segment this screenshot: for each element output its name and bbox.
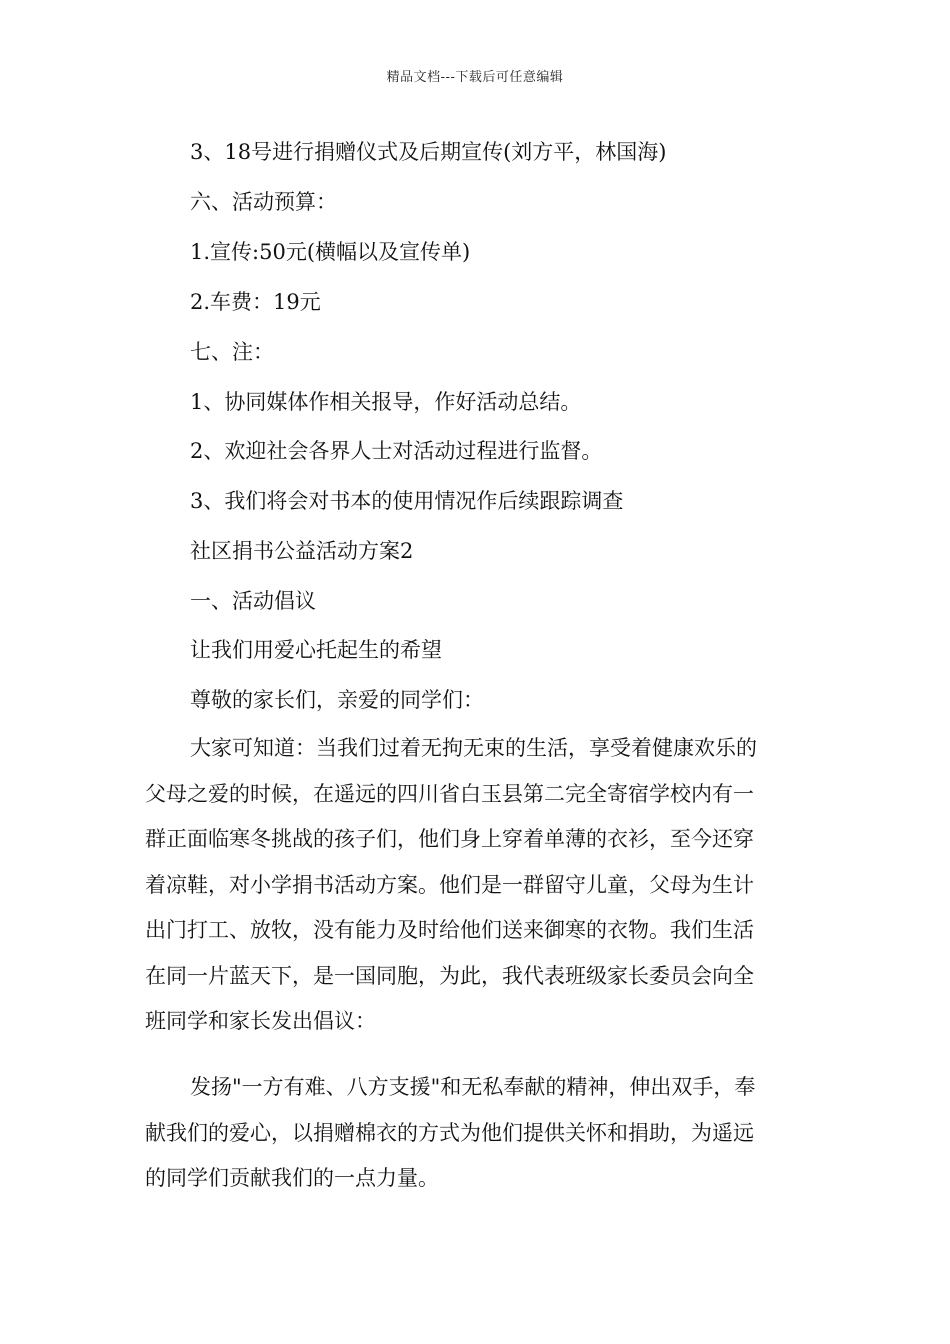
section-heading-budget: 六、活动预算： <box>190 190 337 214</box>
paragraph-line: 出门打工、放牧，没有能力及时给他们送来御寒的衣物。我们生活 <box>145 918 754 942</box>
paragraph-line: 着凉鞋，对小学捐书活动方案。他们是一群留守儿童，父母为生计 <box>145 872 754 897</box>
budget-item-publicity: 1.宣传:50元(横幅以及宣传单) <box>190 240 471 264</box>
paragraph-line: 群正面临寒冬挑战的孩子们，他们身上穿着单薄的衣衫，至今还穿 <box>145 827 754 851</box>
section-heading-notes: 七、注： <box>190 340 274 364</box>
paragraph-line: 献我们的爱心，以捐赠棉衣的方式为他们提供关怀和捐助，为遥远 <box>145 1120 754 1145</box>
page-header: 精品文档---下载后可任意编辑 <box>386 70 564 85</box>
section-heading-initiative: 一、活动倡议 <box>190 589 316 613</box>
note-item-media: 1、协同媒体作相关报导，作好活动总结。 <box>190 390 582 414</box>
body-paragraph-call-to-action <box>145 1065 807 1202</box>
budget-item-transport: 2.车费：19元 <box>190 290 321 314</box>
text-line-publicity-date: 3、18号进行捐赠仪式及后期宣传(刘方平，林国海) <box>190 140 667 164</box>
paragraph-line: 在同一片蓝天下，是一国同胞，为此，我代表班级家长委员会向全 <box>145 963 754 988</box>
paragraph-line: 发扬"一方有难、八方支援"和无私奉献的精神，伸出双手，奉 <box>190 1075 756 1099</box>
paragraph-line: 大家可知道：当我们过着无拘无束的生活，享受着健康欢乐的 <box>190 736 757 760</box>
paragraph-line: 父母之爱的时候，在遥远的四川省白玉县第二完全寄宿学校内有一 <box>145 781 754 806</box>
document-title-plan-2: 社区捐书公益活动方案2 <box>190 539 414 563</box>
initiative-slogan: 让我们用爱心托起生的希望 <box>190 638 442 662</box>
body-paragraph-appeal <box>145 726 807 1045</box>
paragraph-line: 班同学和家长发出倡议： <box>145 1009 376 1033</box>
salutation: 尊敬的家长们，亲爱的同学们： <box>190 688 484 712</box>
note-item-supervision: 2、欢迎社会各界人士对活动过程进行监督。 <box>190 439 603 463</box>
note-item-followup: 3、我们将会对书本的使用情况作后续跟踪调查 <box>190 489 624 513</box>
paragraph-line: 的同学们贡献我们的一点力量。 <box>145 1166 439 1190</box>
